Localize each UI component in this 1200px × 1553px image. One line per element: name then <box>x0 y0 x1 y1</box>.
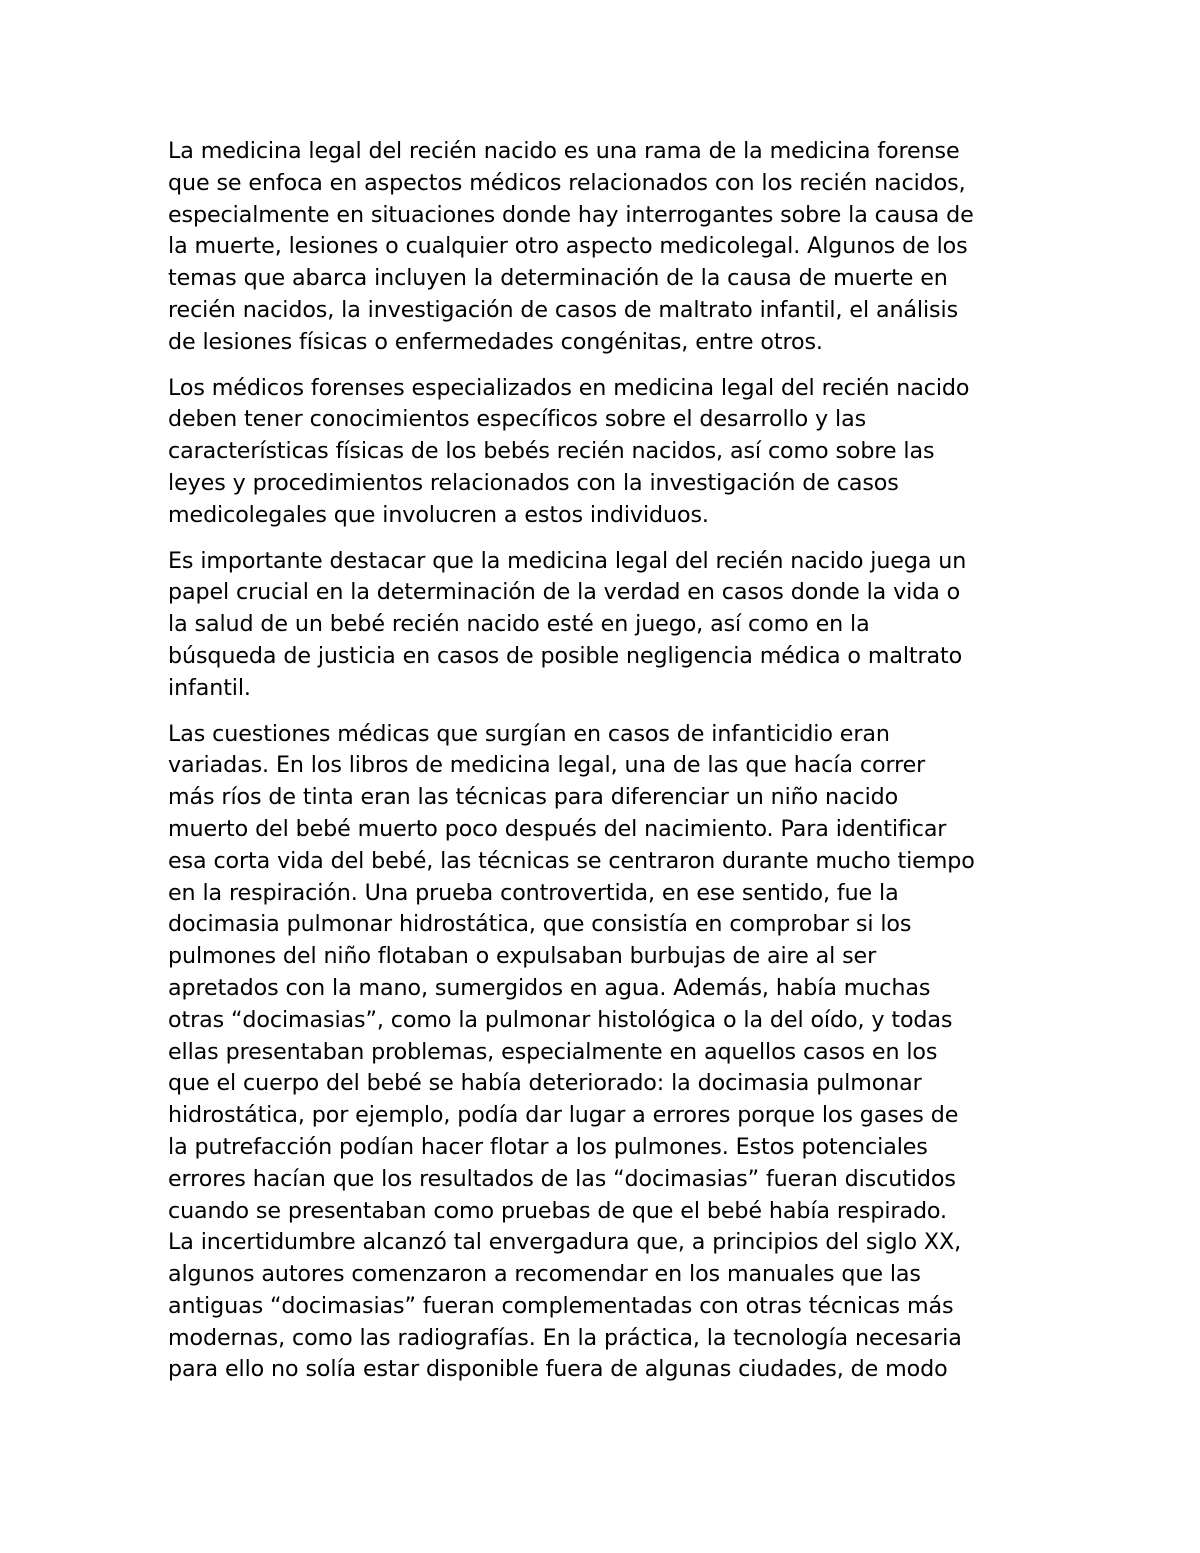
paragraph-2 <box>168 373 1038 532</box>
text-line: docimasia pulmonar hidrostática, que consistía en comprobar si los <box>168 911 912 938</box>
paragraph-1 <box>168 136 1038 359</box>
text-line: más ríos de tinta eran las técnicas para diferenciar un niño nacido <box>168 784 899 811</box>
text-line: Los médicos forenses especializados en medicina legal del recién nacido <box>168 374 970 401</box>
text-line: para ello no solía estar disponible fuera de algunas ciudades, de modo <box>168 1356 948 1383</box>
text-line: hidrostática, por ejemplo, podía dar lugar a errores porque los gases de <box>168 1102 959 1129</box>
text-line: temas que abarca incluyen la determinación de la causa de muerte en <box>168 265 948 292</box>
text-line: especialmente en situaciones donde hay interrogantes sobre la causa de <box>168 201 974 228</box>
document-body <box>168 136 1038 1400</box>
text-line: papel crucial en la determinación de la verdad en casos donde la vida o <box>168 579 961 606</box>
text-line: búsqueda de justicia en casos de posible negligencia médica o maltrato <box>168 642 963 669</box>
text-line: la muerte, lesiones o cualquier otro aspecto medicolegal. Algunos de los <box>168 233 968 260</box>
text-line: la putrefacción podían hacer flotar a los pulmones. Estos potenciales <box>168 1133 928 1160</box>
text-line: que el cuerpo del bebé se había deteriorado: la docimasia pulmonar <box>168 1070 922 1097</box>
text-line: antiguas “docimasias” fueran complementadas con otras técnicas más <box>168 1292 954 1319</box>
text-line: variadas. En los libros de medicina legal, una de las que hacía correr <box>168 752 926 779</box>
text-line: Las cuestiones médicas que surgían en casos de infanticidio eran <box>168 720 890 747</box>
text-line: recién nacidos, la investigación de casos de maltrato infantil, el análisis <box>168 296 959 323</box>
text-line: modernas, como las radiografías. En la práctica, la tecnología necesaria <box>168 1324 962 1351</box>
text-line: infantil. <box>168 674 251 701</box>
text-line: cuando se presentaban como pruebas de que el bebé había respirado. <box>168 1197 947 1224</box>
text-line: características físicas de los bebés recién nacidos, así como sobre las <box>168 438 935 465</box>
paragraph-4 <box>168 719 1038 1387</box>
text-line: algunos autores comenzaron a recomendar en los manuales que las <box>168 1261 921 1288</box>
text-line: en la respiración. Una prueba controvertida, en ese sentido, fue la <box>168 879 899 906</box>
text-line: leyes y procedimientos relacionados con la investigación de casos <box>168 469 899 496</box>
text-line: esa corta vida del bebé, las técnicas se centraron durante mucho tiempo <box>168 847 975 874</box>
text-line: muerto del bebé muerto poco después del nacimiento. Para identificar <box>168 815 947 842</box>
text-line: otras “docimasias”, como la pulmonar histológica o la del oído, y todas <box>168 1006 953 1033</box>
text-line: errores hacían que los resultados de las “docimasias” fueran discutidos <box>168 1165 956 1192</box>
text-line: la salud de un bebé recién nacido esté en juego, así como en la <box>168 611 870 638</box>
text-line: ellas presentaban problemas, especialmente en aquellos casos en los <box>168 1038 938 1065</box>
text-line: que se enfoca en aspectos médicos relacionados con los recién nacidos, <box>168 169 966 196</box>
text-line: deben tener conocimientos específicos sobre el desarrollo y las <box>168 406 867 433</box>
text-line: pulmones del niño flotaban o expulsaban burbujas de aire al ser <box>168 943 877 970</box>
text-line: La medicina legal del recién nacido es una rama de la medicina forense <box>168 138 960 164</box>
text-line: medicolegales que involucren a estos individuos. <box>168 501 709 528</box>
text-line: La incertidumbre alcanzó tal envergadura que, a principios del siglo XX, <box>168 1229 962 1256</box>
text-line: Es importante destacar que la medicina legal del recién nacido juega un <box>168 547 967 574</box>
text-line: de lesiones físicas o enfermedades congénitas, entre otros. <box>168 328 823 355</box>
paragraph-3 <box>168 546 1038 705</box>
text-line: apretados con la mano, sumergidos en agua. Además, había muchas <box>168 974 931 1001</box>
